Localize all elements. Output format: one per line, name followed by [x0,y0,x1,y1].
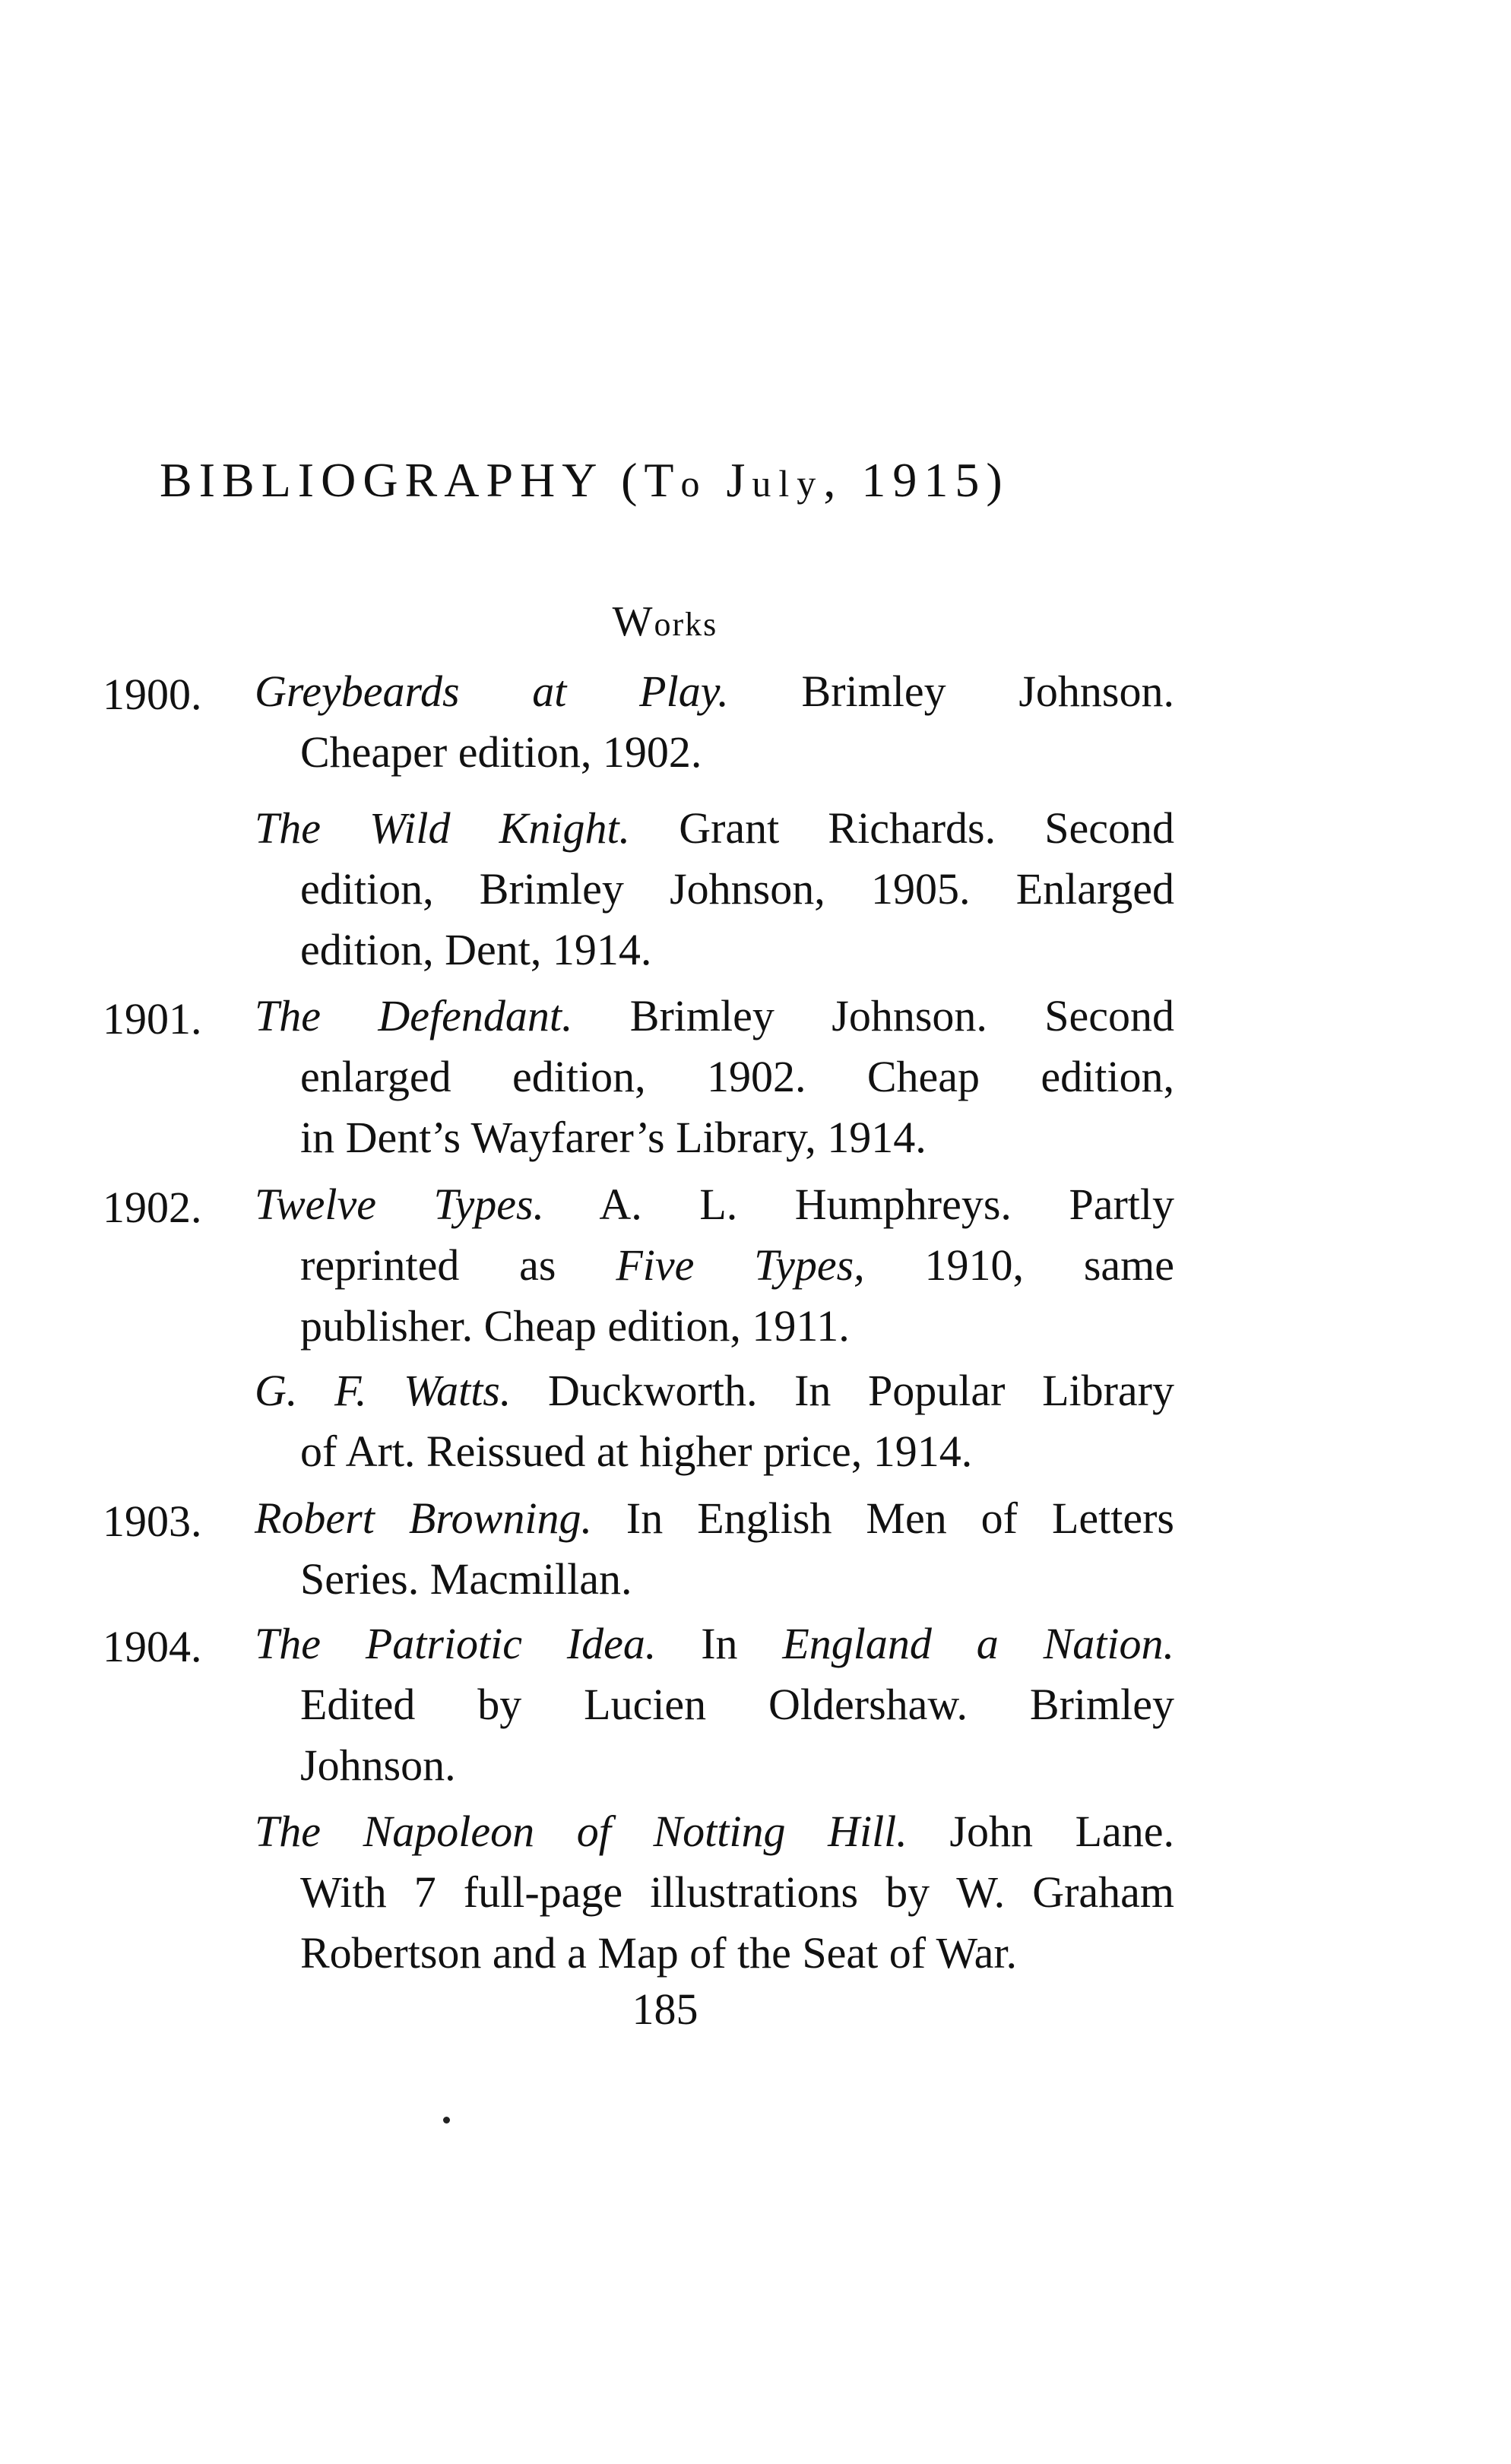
entry-title: Greybeards at Play. [255,667,729,716]
entry-line: Cheaper edition, 1902. [300,727,702,777]
entry-line: The Napoleon of Notting Hill. John Lane. [255,1807,1174,1856]
entry-year: 1900. [103,670,202,719]
entry-year: 1904. [103,1622,202,1671]
entry-line: Robertson and a Map of the Seat of War. [300,1928,1017,1978]
entry-title: England a Nation. [782,1619,1174,1668]
bibliography-entry [255,1174,1174,1357]
bibliography-entry [255,1614,1174,1796]
section-initial: W [612,598,654,645]
title-j: J [726,453,752,507]
entry-line: publisher. Cheap edition, 1911. [300,1301,850,1351]
entry-line: The Wild Knight. Grant Richards. Second [255,803,1174,853]
entry-year: 1901. [103,994,202,1044]
running-title [160,453,1009,507]
entry-line: The Patriotic Idea. In England a Nation. [255,1619,1174,1668]
bibliography-entry [255,1801,1174,1984]
entry-year: 1903. [103,1496,202,1546]
entry-line: The Defendant. Brimley Johnson. Second [255,991,1174,1040]
entry-line: in Dent’s Wayfarer’s Library, 1914. [300,1113,927,1162]
page-number: 185 [632,1984,698,2034]
section-heading [0,600,1330,643]
entry-line: Series. Macmillan. [300,1554,632,1604]
bibliography-entry [255,798,1174,980]
entry-title: The Patriotic Idea. [255,1619,657,1668]
entry-title: The Defendant. [255,991,573,1040]
entry-title: Twelve Types. [255,1180,545,1229]
entry-title: Robert Browning. [255,1493,592,1543]
entry-line: Greybeards at Play. Brimley Johnson. [255,667,1174,716]
bibliography-entry [255,1360,1174,1482]
entry-line: edition, Dent, 1914. [300,925,652,974]
entry-line: Edited by Lucien Oldershaw. Brimley [300,1680,1174,1729]
title-word: BIBLIOGRAPHY [160,453,603,507]
entry-year: 1902. [103,1183,202,1232]
entry-line: of Art. Reissued at higher price, 1914. [300,1427,973,1476]
entry-title: The Napoleon of Notting Hill. [255,1807,908,1856]
entry-line: Robert Browning. In English Men of Letters [255,1493,1174,1543]
bibliography-entry [255,1488,1174,1610]
title-year: , 1915) [823,453,1009,507]
entry-title: The Wild Knight. [255,803,631,853]
bibliography-entry [255,661,1174,783]
entry-line: With 7 full-page illustrations by W. Graham [300,1867,1174,1917]
title-smallcap-o: o [680,462,708,505]
title-smallcap-uly: uly [752,462,824,505]
entry-line: G. F. Watts. Duckworth. In Popular Library [255,1366,1174,1415]
entry-line: Twelve Types. A. L. Humphreys. Partly [255,1180,1174,1229]
entry-title: G. F. Watts. [255,1366,512,1415]
entry-line: reprinted as Five Types, 1910, same [300,1240,1175,1290]
section-smallcaps: orks [654,606,718,643]
entry-line: edition, Brimley Johnson, 1905. Enlarged [300,864,1174,914]
title-open: (T [621,453,681,507]
bibliography-entry [255,986,1174,1168]
entry-line: enlarged edition, 1902. Cheap edition, [300,1052,1174,1101]
entry-line: Johnson. [300,1740,456,1790]
entry-title: Five Types, [616,1240,865,1290]
ink-speck [443,2117,450,2124]
